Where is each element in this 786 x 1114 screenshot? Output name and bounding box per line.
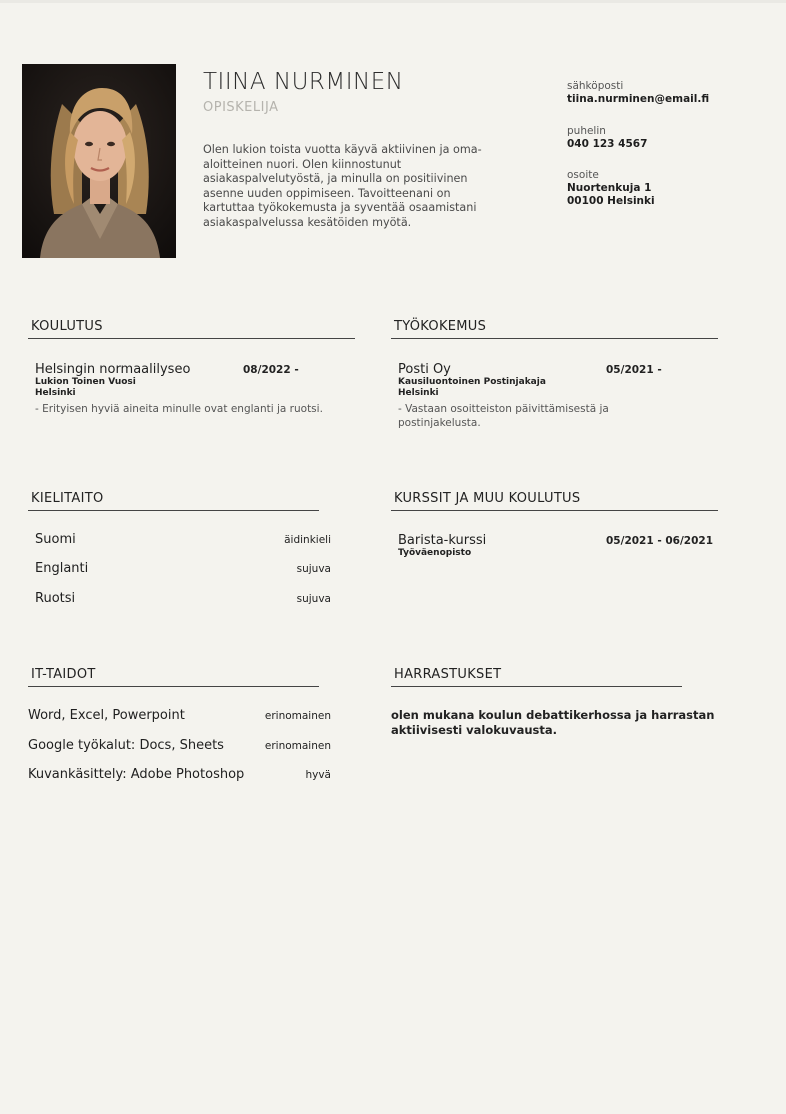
section-title-work: TYÖKOKEMUS	[391, 319, 718, 339]
work-date: 05/2021 -	[606, 364, 662, 376]
person-name: TIINA NURMINEN	[203, 69, 404, 95]
section-title-it-skills: IT-TAIDOT	[28, 667, 319, 687]
email-label: sähköposti	[567, 80, 624, 92]
address-label: osoite	[567, 169, 599, 181]
education-date: 08/2022 -	[243, 364, 299, 376]
education-program: Lukion Toinen Vuosi	[35, 377, 136, 387]
language-level: sujuva	[296, 593, 331, 605]
section-title-languages: KIELITAITO	[28, 491, 319, 511]
course-name: Barista-kurssi	[398, 533, 487, 548]
person-role: OPISKELIJA	[203, 100, 279, 115]
it-skill-name: Google työkalut: Docs, Sheets	[28, 738, 224, 753]
contact-phone	[567, 125, 767, 151]
portrait-illustration	[22, 64, 176, 258]
language-level: sujuva	[296, 563, 331, 575]
contact-email	[567, 80, 767, 106]
course-provider: Työväenopisto	[398, 548, 472, 558]
education-description: - Erityisen hyviä aineita minulle ovat englanti ja ruotsi.	[35, 403, 323, 415]
work-description-line-1: - Vastaan osoitteiston päivittämisestä ja	[398, 403, 609, 415]
language-name: Englanti	[35, 561, 89, 576]
work-company: Posti Oy	[398, 362, 451, 377]
top-divider	[0, 0, 786, 3]
work-description-line-2: postinjakelusta.	[398, 417, 481, 429]
hobbies-text-line-1: olen mukana koulun debattikerhossa ja harrastan	[391, 708, 715, 722]
work-city: Helsinki	[398, 388, 439, 398]
education-school: Helsingin normaalilyseo	[35, 362, 191, 377]
section-title-education: KOULUTUS	[28, 319, 355, 339]
section-title-courses: KURSSIT JA MUU KOULUTUS	[391, 491, 718, 511]
contact-address	[567, 169, 767, 208]
course-date: 05/2021 - 06/2021	[606, 535, 714, 547]
profile-photo	[22, 64, 176, 258]
it-skill-level: erinomainen	[264, 710, 331, 722]
section-title-hobbies: HARRASTUKSET	[391, 667, 682, 687]
address-line-1: Nuortenkuja 1	[567, 182, 652, 194]
phone-label: puhelin	[567, 125, 606, 137]
hobbies-text-line-2: aktiivisesti valokuvausta.	[391, 723, 558, 737]
language-name: Ruotsi	[35, 591, 76, 606]
phone-value: 040 123 4567	[567, 138, 648, 150]
education-city: Helsinki	[35, 388, 76, 398]
email-value: tiina.nurminen@email.fi	[567, 93, 710, 105]
language-name: Suomi	[35, 532, 76, 547]
it-skill-level: hyvä	[305, 769, 331, 781]
it-skill-name: Word, Excel, Powerpoint	[28, 708, 185, 723]
work-position: Kausiluontoinen Postinjakaja	[398, 377, 546, 387]
it-skill-name: Kuvankäsittely: Adobe Photoshop	[28, 767, 245, 782]
profile-summary: Olen lukion toista vuotta käyvä aktiivinen ja oma-aloitteinen nuori. Olen kiinnostunut asiakaspalvelutyöstä, ja minulla on positiivinen asenne uuden oppimiseen. Tavoitteenani on kartuttaa työkokemusta ja syventää osaamistani asiakaspalvelussa kesätöiden myötä.	[203, 143, 482, 229]
address-line-2: 00100 Helsinki	[567, 195, 655, 207]
it-skill-level: erinomainen	[264, 740, 331, 752]
language-level: äidinkieli	[284, 534, 331, 546]
